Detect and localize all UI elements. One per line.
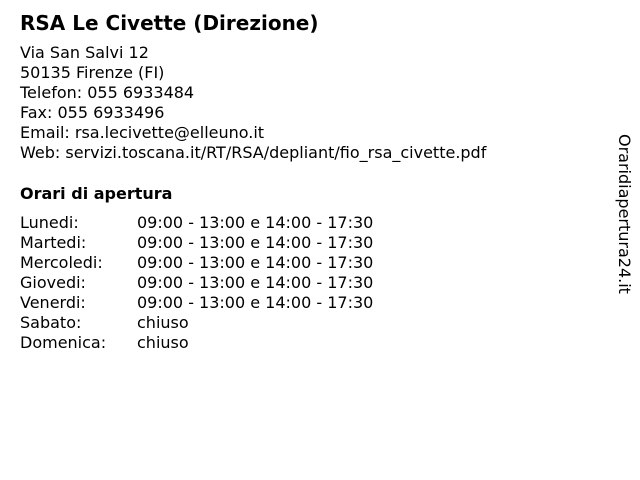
- city-postal-code: 50135 Firenze (FI): [20, 63, 165, 82]
- hours-row-tuesday: [20, 233, 373, 253]
- hours-row-monday: [20, 213, 373, 233]
- address-block: [20, 43, 486, 163]
- email-address: Email: rsa.lecivette@elleuno.it: [20, 123, 265, 142]
- day-label: Giovedi:: [20, 273, 86, 292]
- hours-row-saturday: [20, 313, 373, 333]
- day-hours: chiuso: [137, 313, 189, 332]
- day-hours: 09:00 - 13:00 e 14:00 - 17:30: [137, 213, 374, 232]
- hours-row-sunday: [20, 333, 373, 353]
- phone-number: Telefon: 055 6933484: [20, 83, 195, 102]
- page-title: RSA Le Civette (Direzione): [20, 11, 319, 35]
- day-label: Martedi:: [20, 233, 87, 252]
- day-label: Lunedi:: [20, 213, 79, 232]
- opening-hours-table: [20, 213, 373, 353]
- day-label: Venerdi:: [20, 293, 86, 312]
- fax-number: Fax: 055 6933496: [20, 103, 165, 122]
- day-hours: 09:00 - 13:00 e 14:00 - 17:30: [137, 233, 374, 252]
- opening-hours-heading: Orari di apertura: [20, 184, 173, 203]
- day-hours: chiuso: [137, 333, 189, 352]
- day-label: Mercoledi:: [20, 253, 103, 272]
- site-watermark: Oraridiapertura24.it: [615, 134, 634, 294]
- day-label: Sabato:: [20, 313, 82, 332]
- day-hours: 09:00 - 13:00 e 14:00 - 17:30: [137, 273, 374, 292]
- street-address: Via San Salvi 12: [20, 43, 149, 62]
- hours-row-thursday: [20, 273, 373, 293]
- hours-row-friday: [20, 293, 373, 313]
- day-hours: 09:00 - 13:00 e 14:00 - 17:30: [137, 253, 374, 272]
- hours-row-wednesday: [20, 253, 373, 273]
- day-label: Domenica:: [20, 333, 107, 352]
- website-url: Web: servizi.toscana.it/RT/RSA/depliant/fio_rsa_civette.pdf: [20, 143, 487, 162]
- day-hours: 09:00 - 13:00 e 14:00 - 17:30: [137, 293, 374, 312]
